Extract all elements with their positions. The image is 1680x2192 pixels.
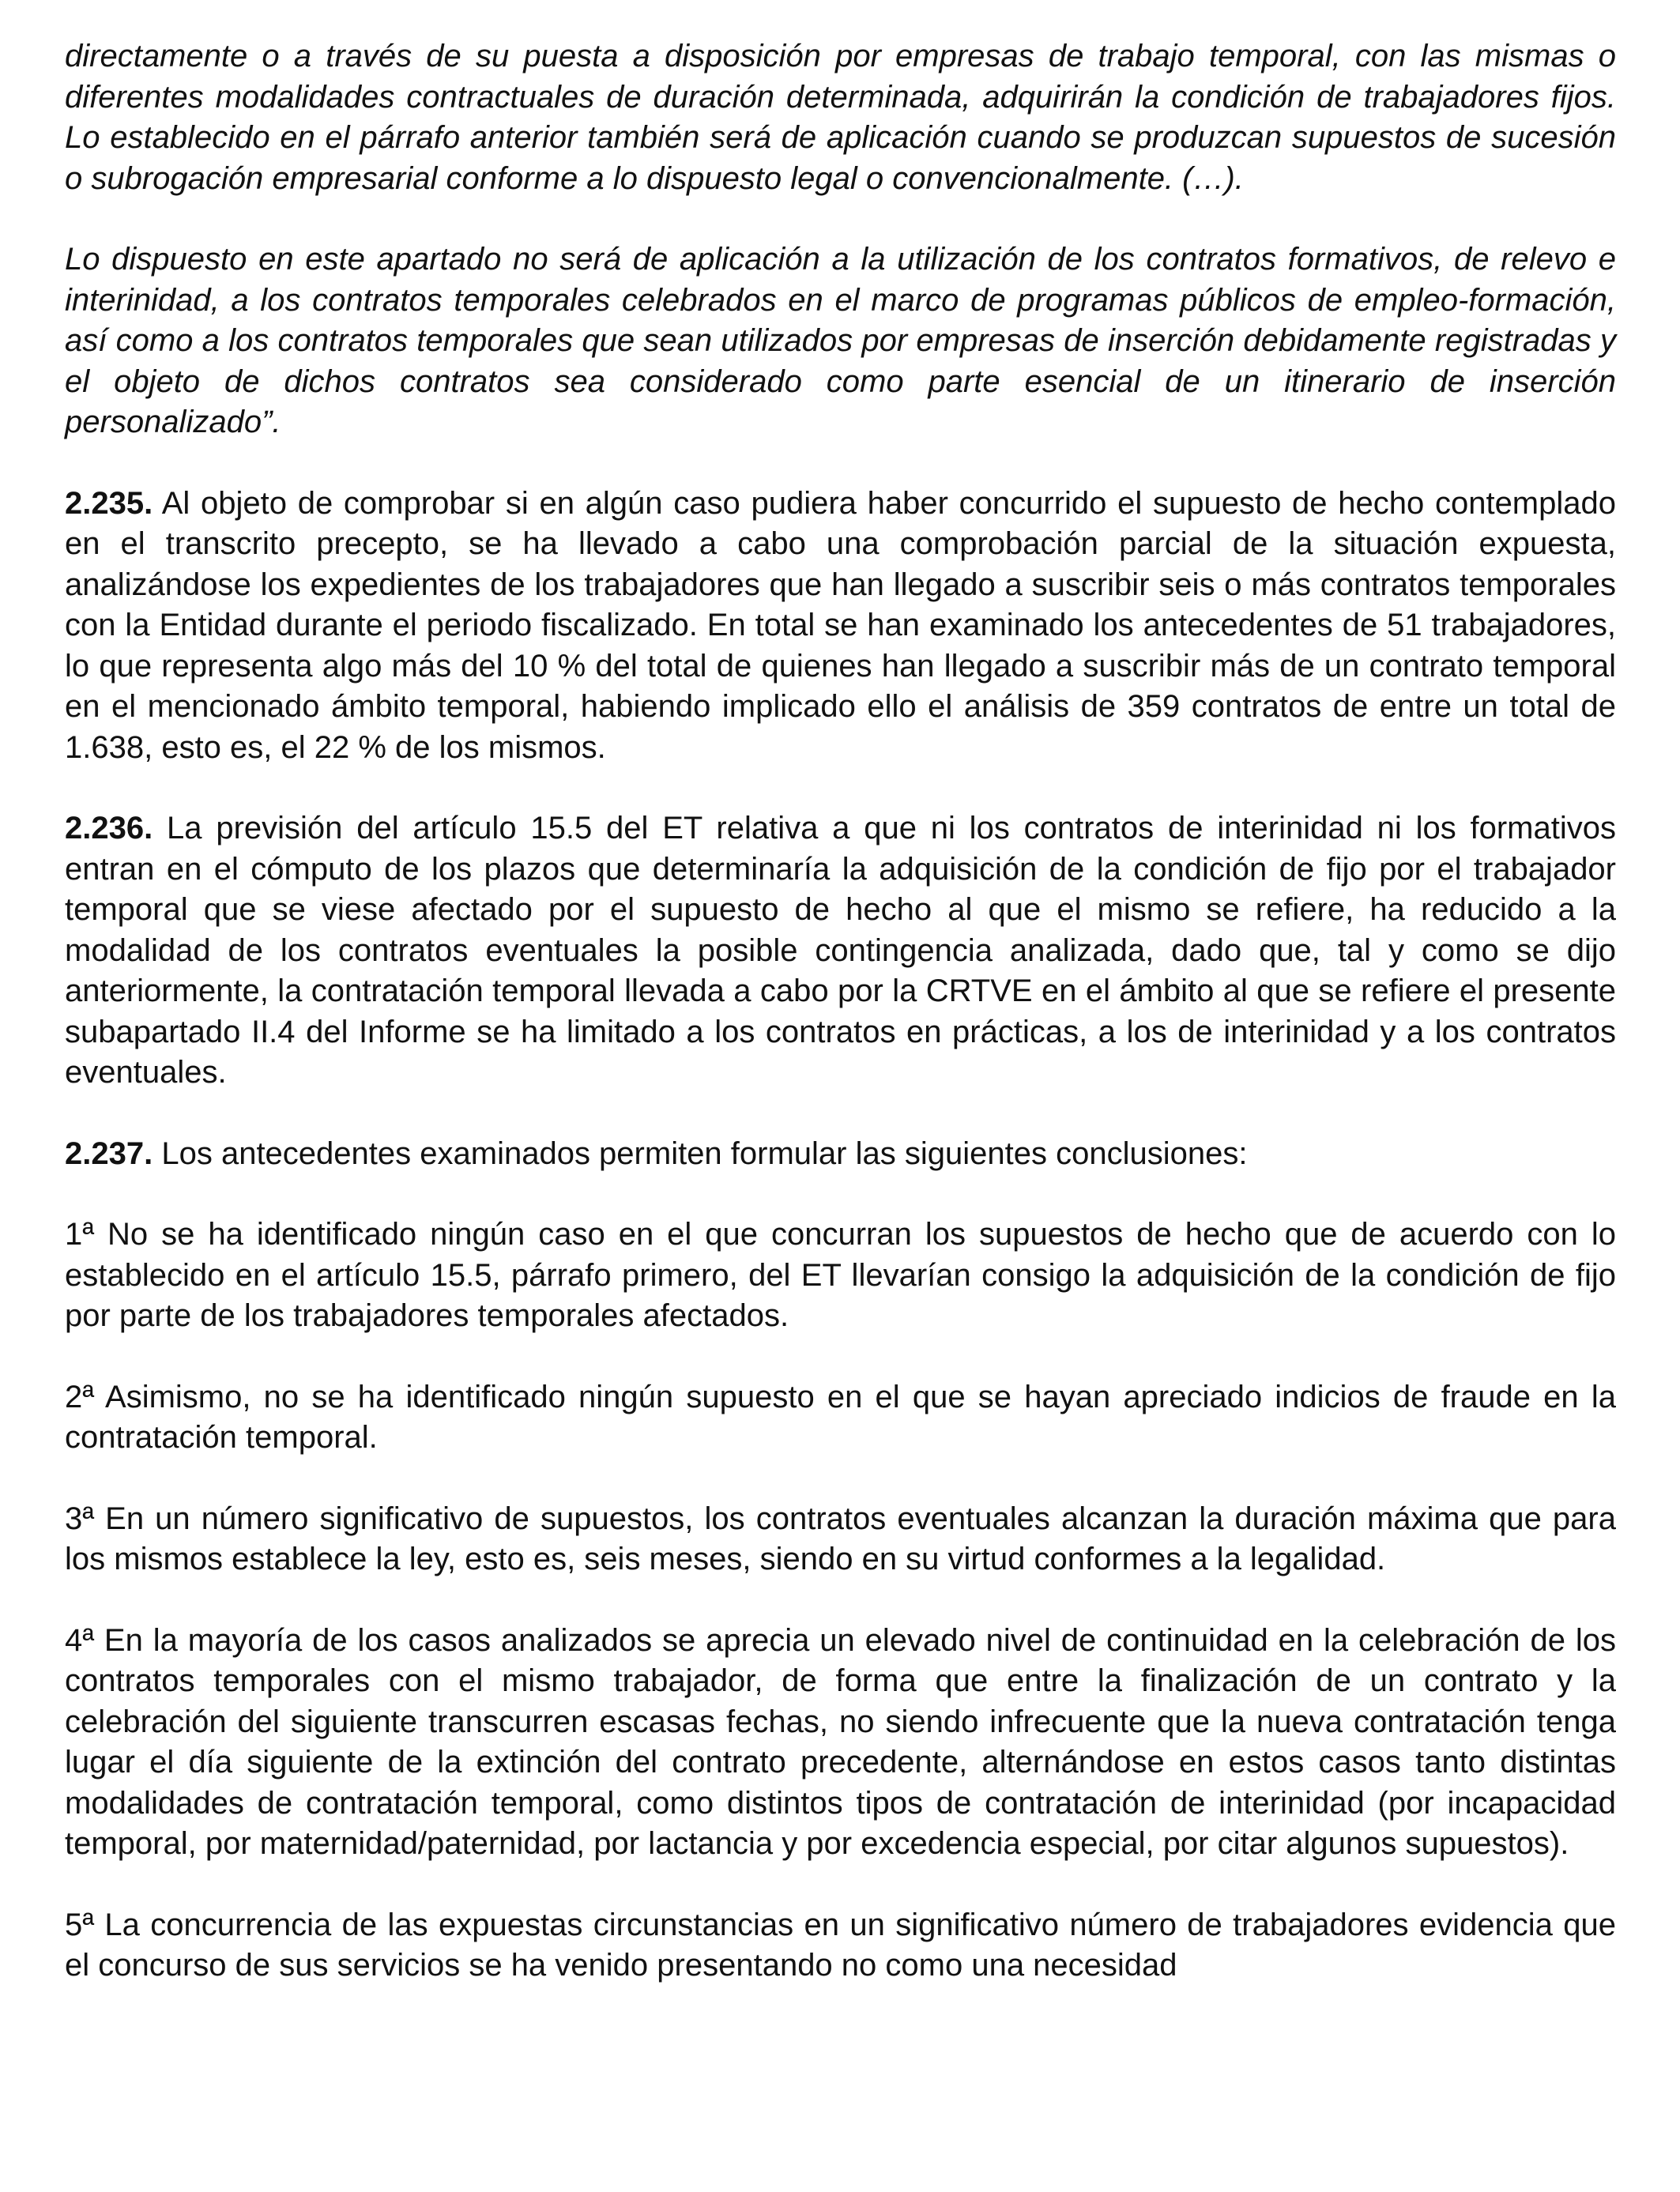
paragraph-text: Los antecedentes examinados permiten formular las siguientes conclusiones: bbox=[161, 1136, 1248, 1171]
paragraph-2-237 bbox=[65, 1134, 1616, 1175]
paragraph-number: 2.235. bbox=[65, 485, 153, 521]
quote-continuation-paragraph bbox=[65, 36, 1616, 199]
paragraph-text: 3ª En un número significativo de supuestos, los contratos eventuales alcanzan la duración máxima que para los mismos establece la ley, esto es, seis meses, siendo en su virtud conformes a la legalidad. bbox=[65, 1501, 1616, 1576]
conclusion-3 bbox=[65, 1499, 1616, 1580]
document-page bbox=[65, 36, 1616, 2027]
paragraph-text: directamente o a través de su puesta a disposición por empresas de trabajo temporal, con las mismas o diferentes modalidades contractuales de duración determinada, adquirirán la condición de trabajadores fijos. Lo establecido en el párrafo anterior también será de aplicación cuando se produzcan supuestos de sucesión o subrogación empresarial conforme a lo dispuesto legal o convencionalmente. (…). bbox=[65, 39, 1616, 196]
paragraph-text: La previsión del artículo 15.5 del ET relativa a que ni los contratos de interinidad ni los formativos entran en el cómputo de los plazos que determinaría la adquisición de la condición de fijo por el trabajador temporal que se viese afectado por el supuesto de hecho al que el mismo se refiere, ha reducido a la modalidad de los contratos eventuales la posible contingencia analizada, dado que, tal y como se dijo anteriormente, la contratación temporal llevada a cabo por la CRTVE en el ámbito al que se refiere el presente subapartado II.4 del Informe se ha limitado a los contratos en prácticas, a los de interinidad y a los contratos eventuales. bbox=[65, 811, 1616, 1090]
paragraph-number: 2.237. bbox=[65, 1136, 153, 1171]
paragraph-text: 4ª En la mayoría de los casos analizados se aprecia un elevado nivel de continuidad en la celebración de los contratos temporales con el mismo trabajador, de forma que entre la finalización de un contrato y la celebración del siguiente transcurren escasas fechas, no siendo infrecuente que la nueva contratación tenga lugar el día siguiente de la extinción del contrato precedente, alternándose en estos casos tanto distintas modalidades de contratación temporal, como distintos tipos de contratación de interinidad (por incapacidad temporal, por maternidad/paternidad, por lactancia y por excedencia especial, por citar algunos supuestos). bbox=[65, 1622, 1616, 1861]
paragraph-text: Lo dispuesto en este apartado no será de aplicación a la utilización de los contratos formativos, de relevo e interinidad, a los contratos temporales celebrados en el marco de programas públicos de empleo-formación, así como a los contratos temporales que sean utilizados por empresas de inserción debidamente registradas y el objeto de dichos contratos sea considerado como parte esencial de un itinerario de inserción personalizado”. bbox=[65, 242, 1616, 439]
paragraph-text: 2ª Asimismo, no se ha identificado ningún supuesto en el que se hayan apreciado indicios de fraude en la contratación temporal. bbox=[65, 1379, 1616, 1455]
quote-exception-paragraph bbox=[65, 239, 1616, 443]
paragraph-2-236 bbox=[65, 808, 1616, 1094]
conclusion-5 bbox=[65, 1905, 1616, 1987]
conclusion-4 bbox=[65, 1621, 1616, 1865]
paragraph-text: Al objeto de comprobar si en algún caso pudiera haber concurrido el supuesto de hecho contemplado en el transcrito precepto, se ha llevado a cabo una comprobación parcial de la situación expuesta, analizándose los expedientes de los trabajadores que han llegado a suscribir seis o más contratos temporales con la Entidad durante el periodo fiscalizado. En total se han examinado los antecedentes de 51 trabajadores, lo que representa algo más del 10 % del total de quienes han llegado a suscribir más de un contrato temporal en el mencionado ámbito temporal, habiendo implicado ello el análisis de 359 contratos de entre un total de 1.638, esto es, el 22 % de los mismos. bbox=[65, 485, 1617, 765]
paragraph-2-235 bbox=[65, 484, 1616, 769]
conclusion-2 bbox=[65, 1377, 1616, 1459]
paragraph-text: 5ª La concurrencia de las expuestas circunstancias en un significativo número de trabajadores evidencia que el concurso de sus servicios se ha venido presentando no como una necesidad bbox=[65, 1907, 1616, 1983]
conclusion-1 bbox=[65, 1215, 1616, 1337]
paragraph-number: 2.236. bbox=[65, 811, 153, 846]
paragraph-text: 1ª No se ha identificado ningún caso en el que concurran los supuestos de hecho que de acuerdo con lo establecido en el artículo 15.5, párrafo primero, del ET llevarían consigo la adquisición de la condición de fijo por parte de los trabajadores temporales afectados. bbox=[65, 1217, 1616, 1333]
